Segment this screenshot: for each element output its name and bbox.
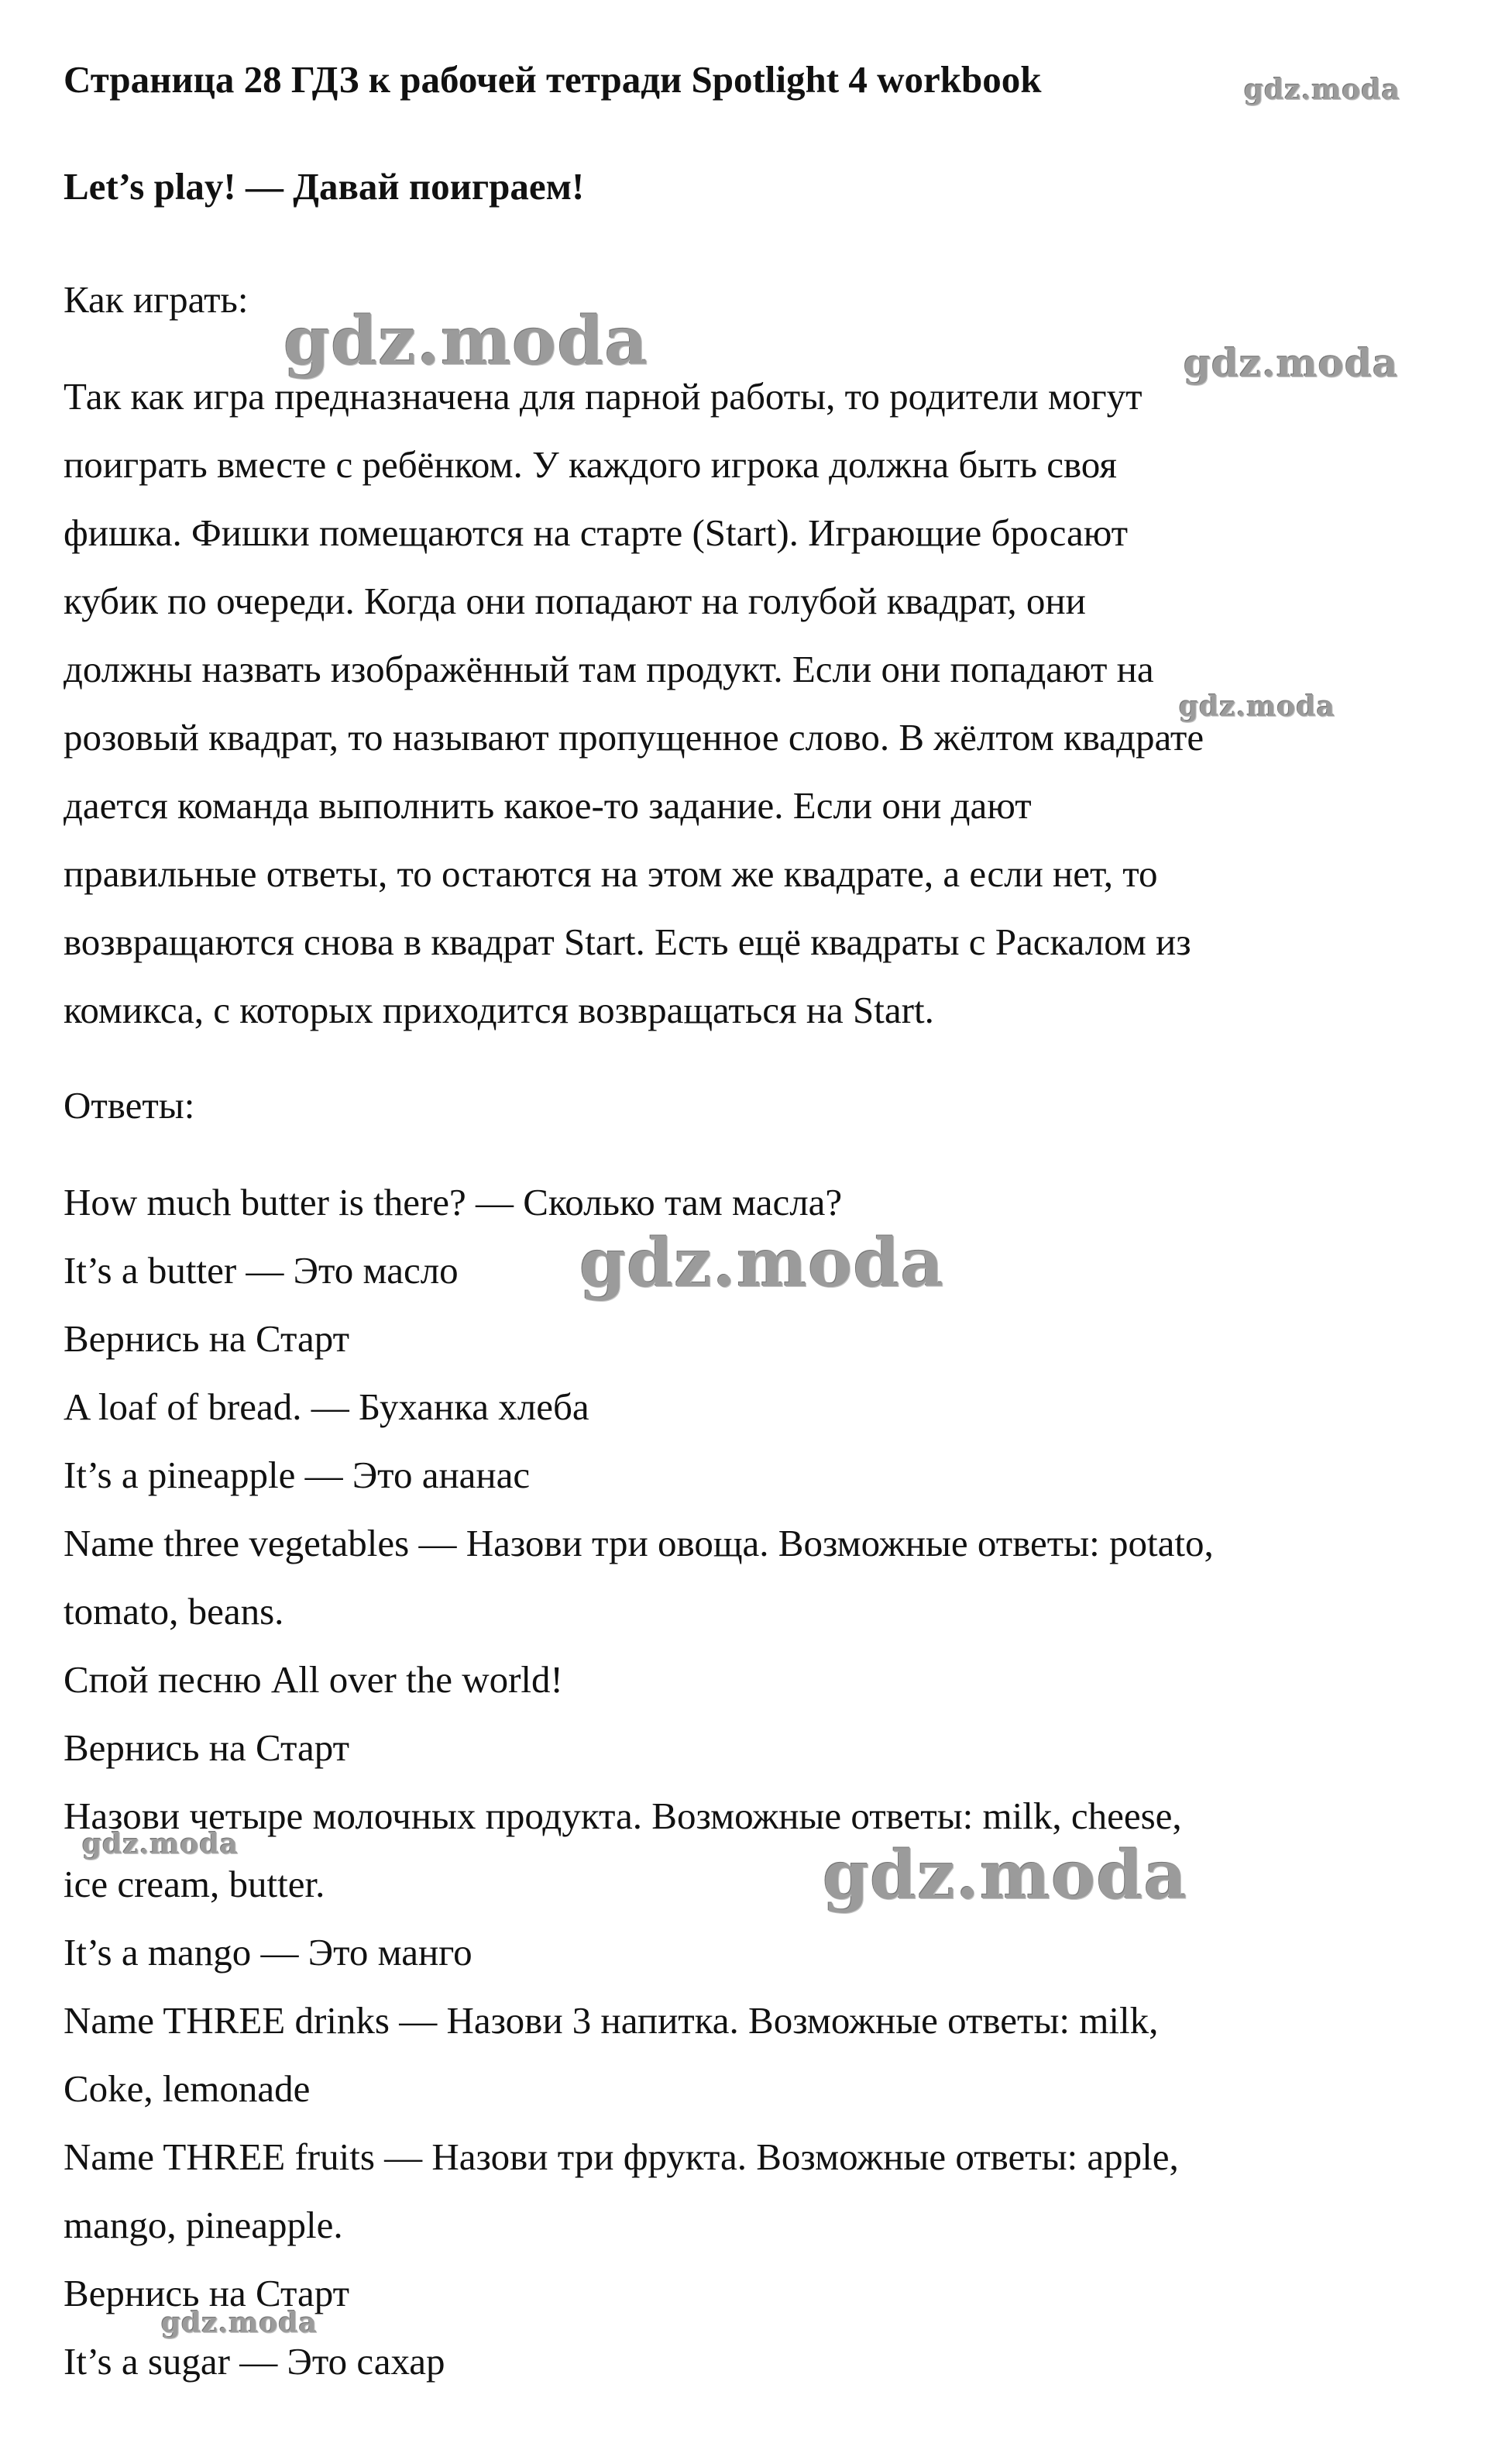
paragraph-line: возвращаются снова в квадрат Start. Есть ещё квадраты с Раскалом из — [64, 921, 1191, 963]
answer-line: Name THREE drinks — Назови 3 напитка. Возможные ответы: milk, — [64, 1999, 1159, 2042]
watermark: gdz.moda — [161, 2307, 318, 2339]
answer-line: Вернись на Старт — [64, 1317, 350, 1360]
paragraph-line: розовый квадрат, то называют пропущенное слово. В жёлтом квадрате — [64, 716, 1204, 759]
answer-line: Coke, lemonade — [64, 2067, 311, 2110]
answer-line: Вернись на Старт — [64, 1726, 350, 1769]
watermark: gdz.moda — [1184, 340, 1399, 386]
answer-line: Назови четыре молочных продукта. Возможные ответы: milk, cheese, — [64, 1795, 1182, 1837]
answer-line: tomato, beans. — [64, 1590, 284, 1633]
watermark: gdz.moda — [823, 1836, 1188, 1915]
answer-line: It’s a pineapple — Это ананас — [64, 1454, 531, 1496]
watermark: gdz.moda — [82, 1828, 239, 1860]
answer-line: Name THREE fruits — Назови три фрукта. Возможные ответы: apple, — [64, 2135, 1179, 2178]
watermark: gdz.moda — [579, 1224, 945, 1302]
paragraph-line: должны назвать изображённый там продукт. Если они попадают на — [64, 648, 1154, 690]
answer-line: mango, pineapple. — [64, 2204, 343, 2246]
answers-list — [64, 1168, 1214, 2396]
answer-line: It’s a sugar — Это сахар — [64, 2340, 445, 2383]
watermark: gdz.moda — [1179, 690, 1335, 723]
instructions-paragraph — [64, 363, 1204, 1044]
section-heading: Let’s play! — Давай поиграем! — [64, 165, 585, 208]
answer-line: Name three vegetables — Назови три овоща. Возможные ответы: potato, — [64, 1522, 1214, 1564]
watermark: gdz.moda — [284, 302, 649, 380]
answer-line: How much butter is there? — Сколько там масла? — [64, 1181, 843, 1223]
answer-line: Спой песню All over the world! — [64, 1658, 563, 1701]
paragraph-line: Так как игра предназначена для парной работы, то родители могут — [64, 375, 1143, 418]
answer-line: A loaf of bread. — Буханка хлеба — [64, 1385, 589, 1428]
paragraph-line: фишка. Фишки помещаются на старте (Start). Играющие бросают — [64, 511, 1129, 554]
page-title: Страница 28 ГДЗ к рабочей тетради Spotlight 4 workbook — [64, 58, 1042, 101]
paragraph-line: кубик по очереди. Когда они попадают на голубой квадрат, они — [64, 580, 1086, 622]
answer-line: Вернись на Старт — [64, 2272, 350, 2314]
answer-line: It’s a butter — Это масло — [64, 1249, 459, 1292]
answer-line: It’s a mango — Это манго — [64, 1931, 472, 1974]
paragraph-line: дается команда выполнить какое-то задание. Если они дают — [64, 784, 1032, 827]
watermark: gdz.moda — [1244, 74, 1400, 106]
answers-label: Ответы: — [64, 1084, 195, 1127]
paragraph-line: комикса, с которых приходится возвращаться на Start. — [64, 989, 934, 1031]
paragraph-line: правильные ответы, то остаются на этом же квадрате, а если нет, то — [64, 852, 1158, 895]
paragraph-line: поиграть вместе с ребёнком. У каждого игрока должна быть своя — [64, 443, 1117, 486]
answer-line: ice cream, butter. — [64, 1863, 325, 1905]
instructions-label: Как играть: — [64, 278, 249, 321]
